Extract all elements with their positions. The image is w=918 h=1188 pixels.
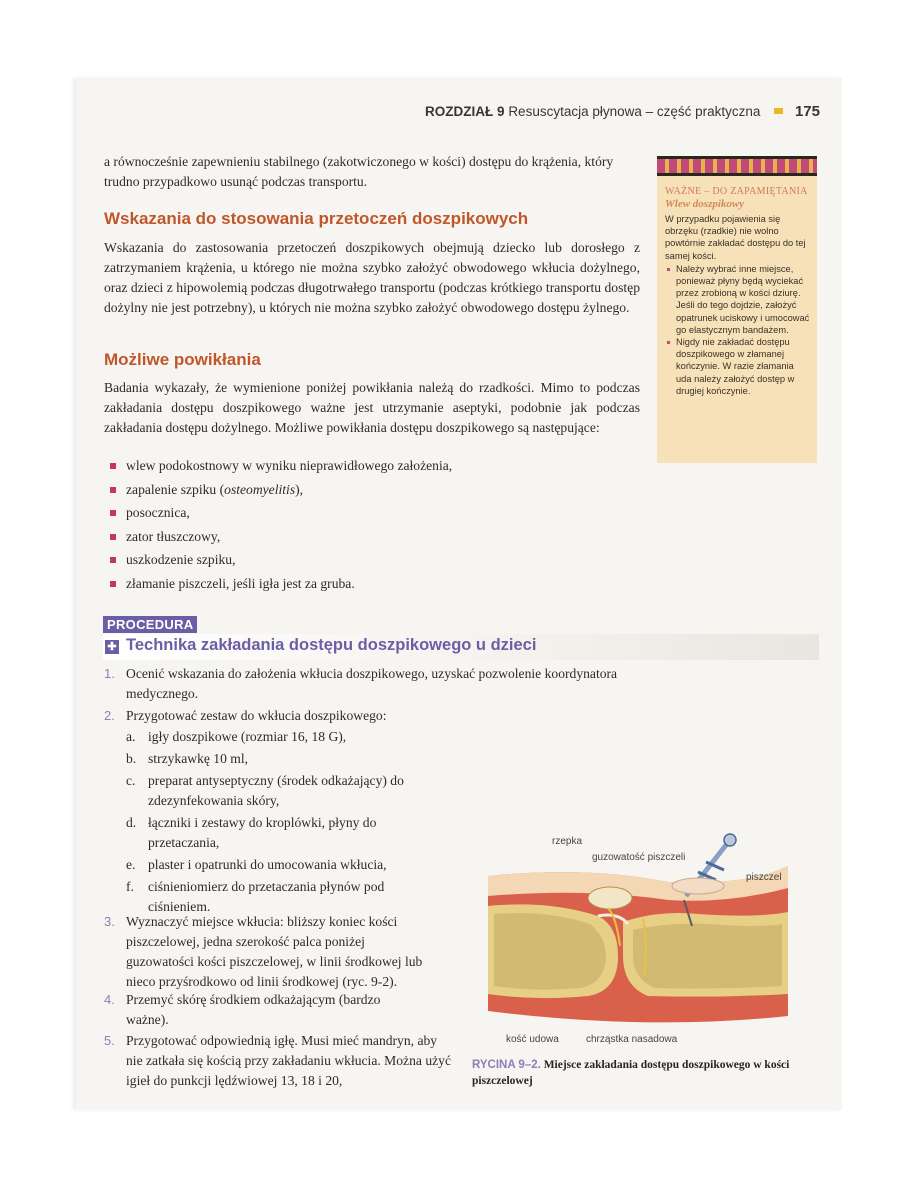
bullet-icon — [667, 341, 670, 344]
sidebar-title: Wlew doszpikowy — [665, 198, 745, 210]
list-item: zator tłuszczowy, — [110, 527, 452, 551]
sidebar-label: WAŻNE – DO ZAPAMIĘTANIA — [665, 186, 808, 197]
procedure-step-2-items — [104, 727, 464, 917]
sidebar-list — [665, 263, 811, 397]
procedure-icon: ✚ — [105, 640, 119, 654]
caption-number: RYCINA 9–2. — [472, 1059, 541, 1071]
procedure-step-4: 4. Przemyć skórę środkiem odkażającym (bardzo ważne). — [104, 992, 381, 1027]
bullet-icon — [110, 534, 116, 540]
running-header — [400, 103, 820, 120]
indications-paragraph: Wskazania do zastosowania przetoczeń doszpikowych obejmują dziecko lub dorosłego z zatrzymaniem krążenia, u którego nie można szybko założyć obwodowego wkłucia dożylnego, oraz dzieci z hipowolemią podczas długotrwałego transportu (podczas krótkiego transportu dostęp dożylny nie jest potrzebny), u których nie można szybko założyć obwodowego dostępu żylnego. — [104, 240, 640, 315]
list-item: zapalenie szpiku (osteomyelitis), — [110, 480, 452, 504]
list-item: a. igły doszpikowe (rozmiar 16, 18 G), — [126, 729, 347, 744]
label-piszczel: piszczel — [746, 872, 782, 883]
label-guzowatosc: guzowatość piszczeli — [592, 852, 686, 863]
list-item: wlew podokostnowy w wyniku nieprawidłowego założenia, — [110, 456, 452, 480]
indications-heading: Wskazania do stosowania przetoczeń doszpikowych — [104, 209, 529, 228]
figure-caption — [472, 1057, 812, 1089]
list-item: złamanie piszczeli, jeśli igła jest za gruba. — [110, 574, 452, 598]
intro-paragraph: a równocześnie zapewnieniu stabilnego (zakotwiczonego w kości) dostępu do krążenia, który trudno przypadkowo usunąć podczas transportu. — [104, 154, 614, 189]
chapter-title: Resuscytacja płynowa – część praktyczna — [508, 104, 761, 119]
procedure-step-3: 3. Wyznaczyć miejsce wkłucia: bliższy koniec kości piszczelowej, jedna szerokość palca poniżej guzowatości kości piszczelowej, w linii środkowej lub nieco przyśrodkowo od linii środkowej (ryc. 9-2). — [104, 914, 423, 989]
knee-figure — [468, 826, 820, 1046]
list-item: e. plaster i opatrunki do umocowania wkłucia, — [126, 857, 387, 872]
bullet-icon — [110, 581, 116, 587]
procedure-step-2: 2. Przygotować zestaw do wkłucia doszpikowego: — [104, 708, 387, 723]
list-item: uszkodzenie szpiku, — [110, 550, 452, 574]
bullet-icon — [110, 463, 116, 469]
bullet-icon — [110, 510, 116, 516]
list-item: f. ciśnieniomierz do przetaczania płynów pod ciśnieniem. — [126, 879, 385, 914]
page-number: 175 — [794, 103, 820, 120]
label-kosc-udowa: kość udowa — [506, 1034, 559, 1045]
bullet-icon — [110, 557, 116, 563]
complications-heading: Możliwe powikłania — [104, 350, 261, 369]
label-rzepka: rzepka — [552, 836, 583, 847]
list-item: Należy wybrać inne miejsce, ponieważ płyny będą wyciekać przez zrobioną w kości dziurę. Jeśli do tego dojdzie, założyć opatrunek uciskowy i umocować go elastycznym bandażem. — [665, 263, 811, 336]
sidebar-text: W przypadku pojawienia się obrzęku (rzadkie) nie wolno powtórnie zakładać dostępu do tej samej kości. — [665, 214, 806, 261]
procedure-step-1: 1. Ocenić wskazania do założenia wkłucia doszpikowego, uzyskać pozwolenie koordynatora medycznego. — [104, 666, 618, 701]
bullet-icon — [110, 487, 116, 493]
complications-paragraph: Badania wykazały, że wymienione poniżej powikłania należą do rzadkości. Mimo to podczas zakładania dostępu doszpikowego ważne jest utrzymanie aseptyki, podobnie jak podczas zakładania dostępu dożylnego. Możliwe powikłania dostępu doszpikowego są następujące: — [104, 380, 640, 435]
header-square-icon — [774, 108, 783, 114]
important-sidebar — [657, 156, 817, 463]
list-item: posocznica, — [110, 503, 452, 527]
list-item: Nigdy nie zakładać dostępu doszpikowego w złamanej kończynie. W razie złamania uda należy założyć dostęp w drugiej kończynie. — [665, 336, 811, 397]
label-chrzastka: chrząstka nasadowa — [586, 1034, 678, 1045]
sidebar-stripe — [657, 156, 817, 176]
caption-text: Miejsce zakładania dostępu doszpikowego w kości piszczelowej — [472, 1059, 790, 1087]
chapter-label: ROZDZIAŁ 9 — [425, 104, 505, 119]
complications-list — [110, 456, 452, 597]
procedure-title: Technika zakładania dostępu doszpikowego u dzieci — [126, 636, 537, 654]
list-item: c. preparat antyseptyczny (środek odkażający) do zdezynfekowania skóry, — [126, 773, 404, 808]
procedure-step-5: 5. Przygotować odpowiednią igłę. Musi mieć mandryn, aby nie zatkała się kością przy zakładaniu wkłucia. Można użyć igieł do punkcji lędźwiowej 13, 18 i 20, — [104, 1033, 451, 1088]
procedure-badge: PROCEDURA — [103, 616, 197, 633]
list-item: d. łączniki i zestawy do kroplówki, płyny do przetaczania, — [126, 815, 377, 850]
list-item: b. strzykawkę 10 ml, — [126, 751, 249, 766]
bullet-icon — [667, 268, 670, 271]
